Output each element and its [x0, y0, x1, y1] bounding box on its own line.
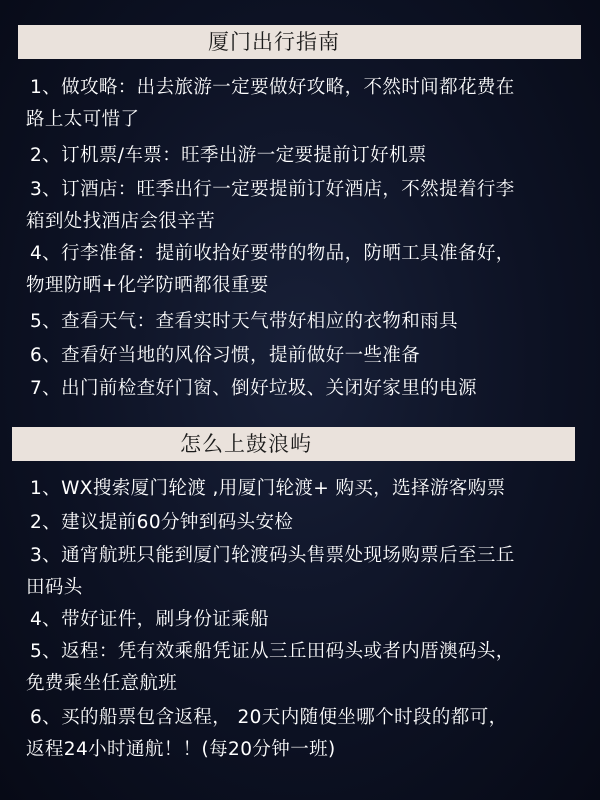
list-item-text: 1、WX搜索厦门轮渡 ,用厦门轮渡+ 购买，选择游客购票	[30, 478, 506, 499]
list-item-text: 箱到处找酒店会很辛苦	[26, 211, 216, 232]
list-item-text: 2、建议提前60分钟到码头安检	[30, 512, 294, 533]
list-item-text: 4、带好证件，刷身份证乘船	[30, 609, 269, 630]
list-item-text: 6、买的船票包含返程， 20天内随便坐哪个时段的都可，	[30, 707, 508, 728]
list-item	[26, 174, 515, 238]
section-title: 怎么上鼓浪屿	[180, 432, 312, 456]
list-item-text: 路上太可惜了	[26, 109, 140, 130]
list-item-text: 7、出门前检查好门窗、倒好垃圾、关闭好家里的电源	[30, 378, 477, 399]
list-item-text: 返程24小时通航！！(每20分钟一班)	[26, 739, 336, 760]
section-header-gulangyu	[12, 427, 575, 461]
list-item	[30, 340, 420, 372]
list-item	[26, 636, 515, 700]
list-item	[30, 373, 477, 405]
section-title: 厦门出行指南	[208, 30, 340, 54]
list-item-text: 1、做攻略：出去旅游一定要做好攻略，不然时间都花费在	[30, 77, 515, 98]
list-item	[26, 702, 508, 766]
list-item	[30, 507, 293, 539]
list-item	[26, 540, 515, 604]
list-item-text: 3、订酒店：旺季出行一定要提前订好酒店，不然提着行李	[30, 179, 515, 200]
list-item-text: 物理防晒+化学防晒都很重要	[26, 275, 269, 296]
list-item	[30, 604, 269, 636]
list-item	[30, 306, 458, 338]
list-item-text: 6、查看好当地的风俗习惯，提前做好一些准备	[30, 345, 421, 366]
list-item-text: 田码头	[26, 577, 83, 598]
list-item-text: 3、通宵航班只能到厦门轮渡码头售票处现场购票后至三丘	[30, 545, 515, 566]
list-item	[26, 238, 515, 302]
list-item-text: 2、订机票/车票：旺季出游一定要提前订好机票	[30, 145, 427, 166]
section-header-travel-guide	[18, 25, 581, 59]
list-item-text: 5、查看天气：查看实时天气带好相应的衣物和雨具	[30, 311, 458, 332]
list-item	[26, 72, 515, 136]
list-item	[30, 473, 506, 505]
list-item-text: 5、返程：凭有效乘船凭证从三丘田码头或者内厝澳码头，	[30, 641, 515, 662]
list-item-text: 4、行李准备：提前收拾好要带的物品，防晒工具准备好，	[30, 243, 515, 264]
list-item	[30, 140, 427, 172]
list-item-text: 免费乘坐任意航班	[26, 673, 178, 694]
